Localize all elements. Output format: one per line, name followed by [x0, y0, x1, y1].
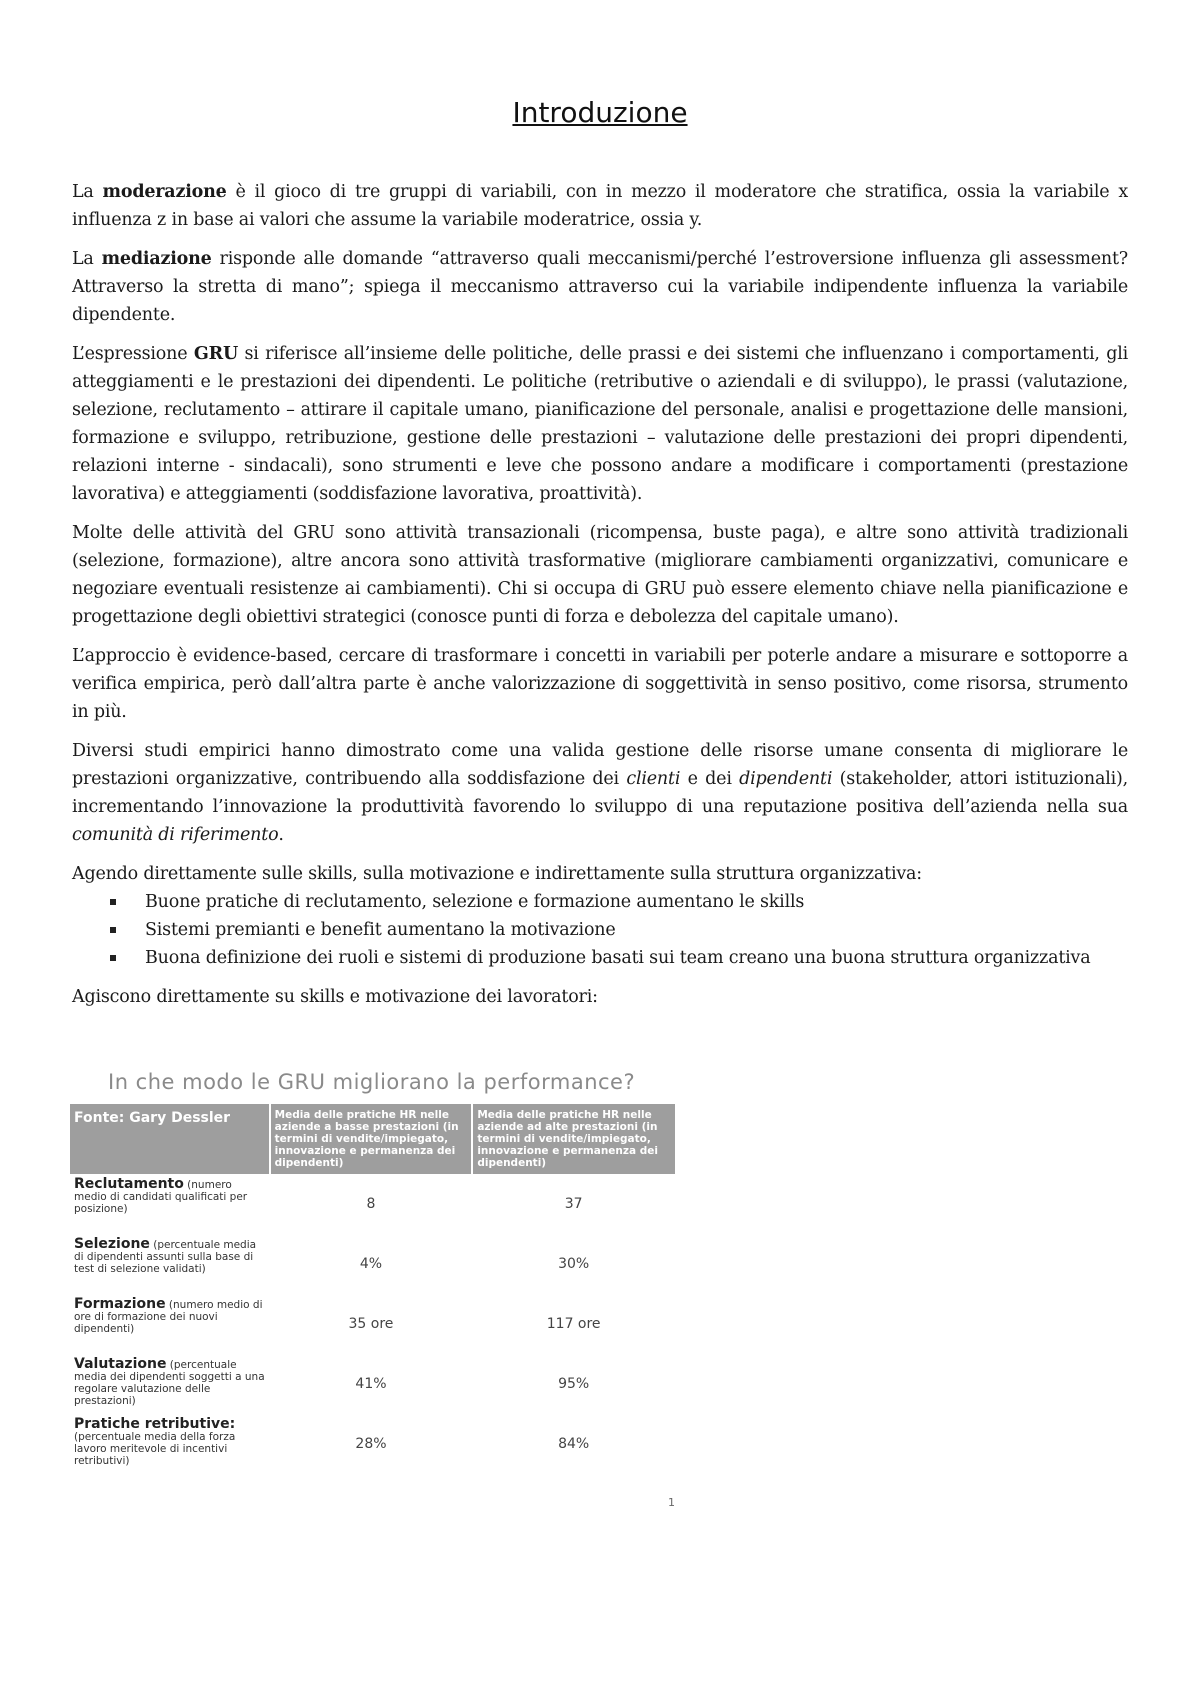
paragraph-agiscono: Agiscono direttamente su skills e motivazione dei lavoratori: — [72, 987, 598, 1007]
header-low-performance: Media delle pratiche HR nelle aziende a basse prestazioni (in termini di vendite/impiegato, innovazione e permanenza dei dipendenti) — [270, 1104, 473, 1174]
row-label: Valutazione (percentuale media dei dipendenti soggetti a una regolare valutazione delle prestazioni) — [74, 1356, 265, 1407]
low-value: 35 ore — [348, 1316, 394, 1332]
high-value: 84% — [558, 1436, 590, 1452]
row-label: Reclutamento (numero medio di candidati qualificati per posizione) — [74, 1176, 248, 1215]
paragraph-approccio: L’approccio è evidence-based, cercare di trasformare i concetti in variabili per poterle andare a misurare e sottoporre a verifica empirica, però dall’altra parte è anche valorizzazione di soggettività in senso positivo, come risorsa, strumento in più. — [72, 646, 1128, 722]
bullet-icon — [110, 927, 116, 933]
list-item: Buone pratiche di reclutamento, selezione e formazione aumentano le skills — [72, 888, 1128, 916]
paragraph-mediazione: La mediazione risponde alle domande “attraverso quali meccanismi/perché l’estroversione influenza gli assessment? Attraverso la stretta di mano”; spiega il meccanismo attraverso cui la variabile indipendente influenza la variabile dipendente. — [72, 249, 1128, 325]
list-item: Sistemi premianti e benefit aumentano la motivazione — [72, 916, 1128, 944]
table-row — [70, 1174, 675, 1234]
term-moderazione: moderazione — [102, 182, 227, 202]
term-mediazione: mediazione — [101, 249, 212, 269]
paragraph-gru: L’espressione GRU si riferisce all’insieme delle politiche, delle prassi e dei sistemi che influenzano i comportamenti, gli atteggiamenti e le prestazioni dei dipendenti. Le politiche (retributive o aziendali e di sviluppo), le prassi (valutazione, selezione, reclutamento – attirare il capitale umano, pianificazione del personale, analisi e progettazione delle mansioni, formazione e sviluppo, retribuzione, gestione delle prestazioni – valutazione delle prestazioni dei propri dipendenti, relazioni interne - sindacali), sono strumenti e leve che possono andare a modificare i comportamenti (prestazione lavorativa) e atteggiamenti (soddisfazione lavorativa, proattività). — [72, 344, 1129, 504]
term-gru: GRU — [193, 344, 239, 364]
header-source: Fonte: Gary Dessler — [70, 1104, 270, 1174]
high-value: 95% — [558, 1376, 590, 1392]
high-value: 30% — [558, 1256, 590, 1272]
page-number: 1 — [668, 1496, 675, 1509]
high-value: 37 — [564, 1196, 583, 1212]
paragraph-agendo: Agendo direttamente sulle skills, sulla motivazione e indirettamente sulla struttura organizzativa: — [72, 864, 922, 884]
list-item: Buona definizione dei ruoli e sistemi di produzione basati sui team creano una buona struttura organizzativa — [72, 944, 1128, 972]
row-label: Selezione (percentuale media di dipendenti assunti sulla base di test di selezione validati) — [74, 1236, 257, 1275]
table-header-row — [70, 1104, 675, 1174]
document-body — [72, 178, 1128, 1022]
table-row — [70, 1234, 675, 1294]
bullet-list — [72, 888, 1128, 972]
performance-figure — [70, 1070, 680, 1474]
low-value: 4% — [359, 1256, 383, 1272]
header-high-performance: Media delle pratiche HR nelle aziende ad alte prestazioni (in termini di vendite/impiegato, innovazione e permanenza dei dipendenti) — [472, 1104, 675, 1174]
table-row — [70, 1294, 675, 1354]
page-title: Introduzione — [512, 96, 688, 129]
row-label: Pratiche retributive: (percentuale media della forza lavoro meritevole di incentivi retributivi) — [74, 1416, 236, 1467]
high-value: 117 ore — [546, 1316, 601, 1332]
paragraph-moderazione: La moderazione è il gioco di tre gruppi di variabili, con in mezzo il moderatore che stratifica, ossia la variabile x influenza z in base ai valori che assume la variabile moderatrice, ossia y. — [72, 182, 1128, 230]
figure-title: In che modo le GRU migliorano la performance? — [108, 1070, 636, 1094]
low-value: 28% — [355, 1436, 387, 1452]
bullet-icon — [110, 899, 116, 905]
bullet-icon — [110, 955, 116, 961]
low-value: 41% — [355, 1376, 387, 1392]
low-value: 8 — [366, 1196, 376, 1212]
hr-practices-table — [70, 1104, 675, 1474]
paragraph-studi-empirici: Diversi studi empirici hanno dimostrato come una valida gestione delle risorse umane consenta di migliorare le prestazioni organizzative, contribuendo alla soddisfazione dei clienti e dei dipendenti (stakeholder, attori istituzionali), incrementando l’innovazione la produttività favorendo lo sviluppo di una reputazione positiva dell’azienda nella sua comunità di riferimento. — [72, 741, 1128, 845]
row-label: Formazione (numero medio di ore di formazione dei nuovi dipendenti) — [74, 1296, 263, 1335]
table-row — [70, 1414, 675, 1474]
paragraph-attivita: Molte delle attività del GRU sono attività transazionali (ricompensa, buste paga), e altre sono attività tradizionali (selezione, formazione), altre ancora sono attività trasformative (migliorare cambiamenti organizzativi, comunicare e negoziare eventuali resistenze ai cambiamenti). Chi si occupa di GRU può essere elemento chiave nella pianificazione e progettazione degli obiettivi strategici (conosce punti di forza e debolezza del capitale umano). — [72, 523, 1128, 627]
table-row — [70, 1354, 675, 1414]
